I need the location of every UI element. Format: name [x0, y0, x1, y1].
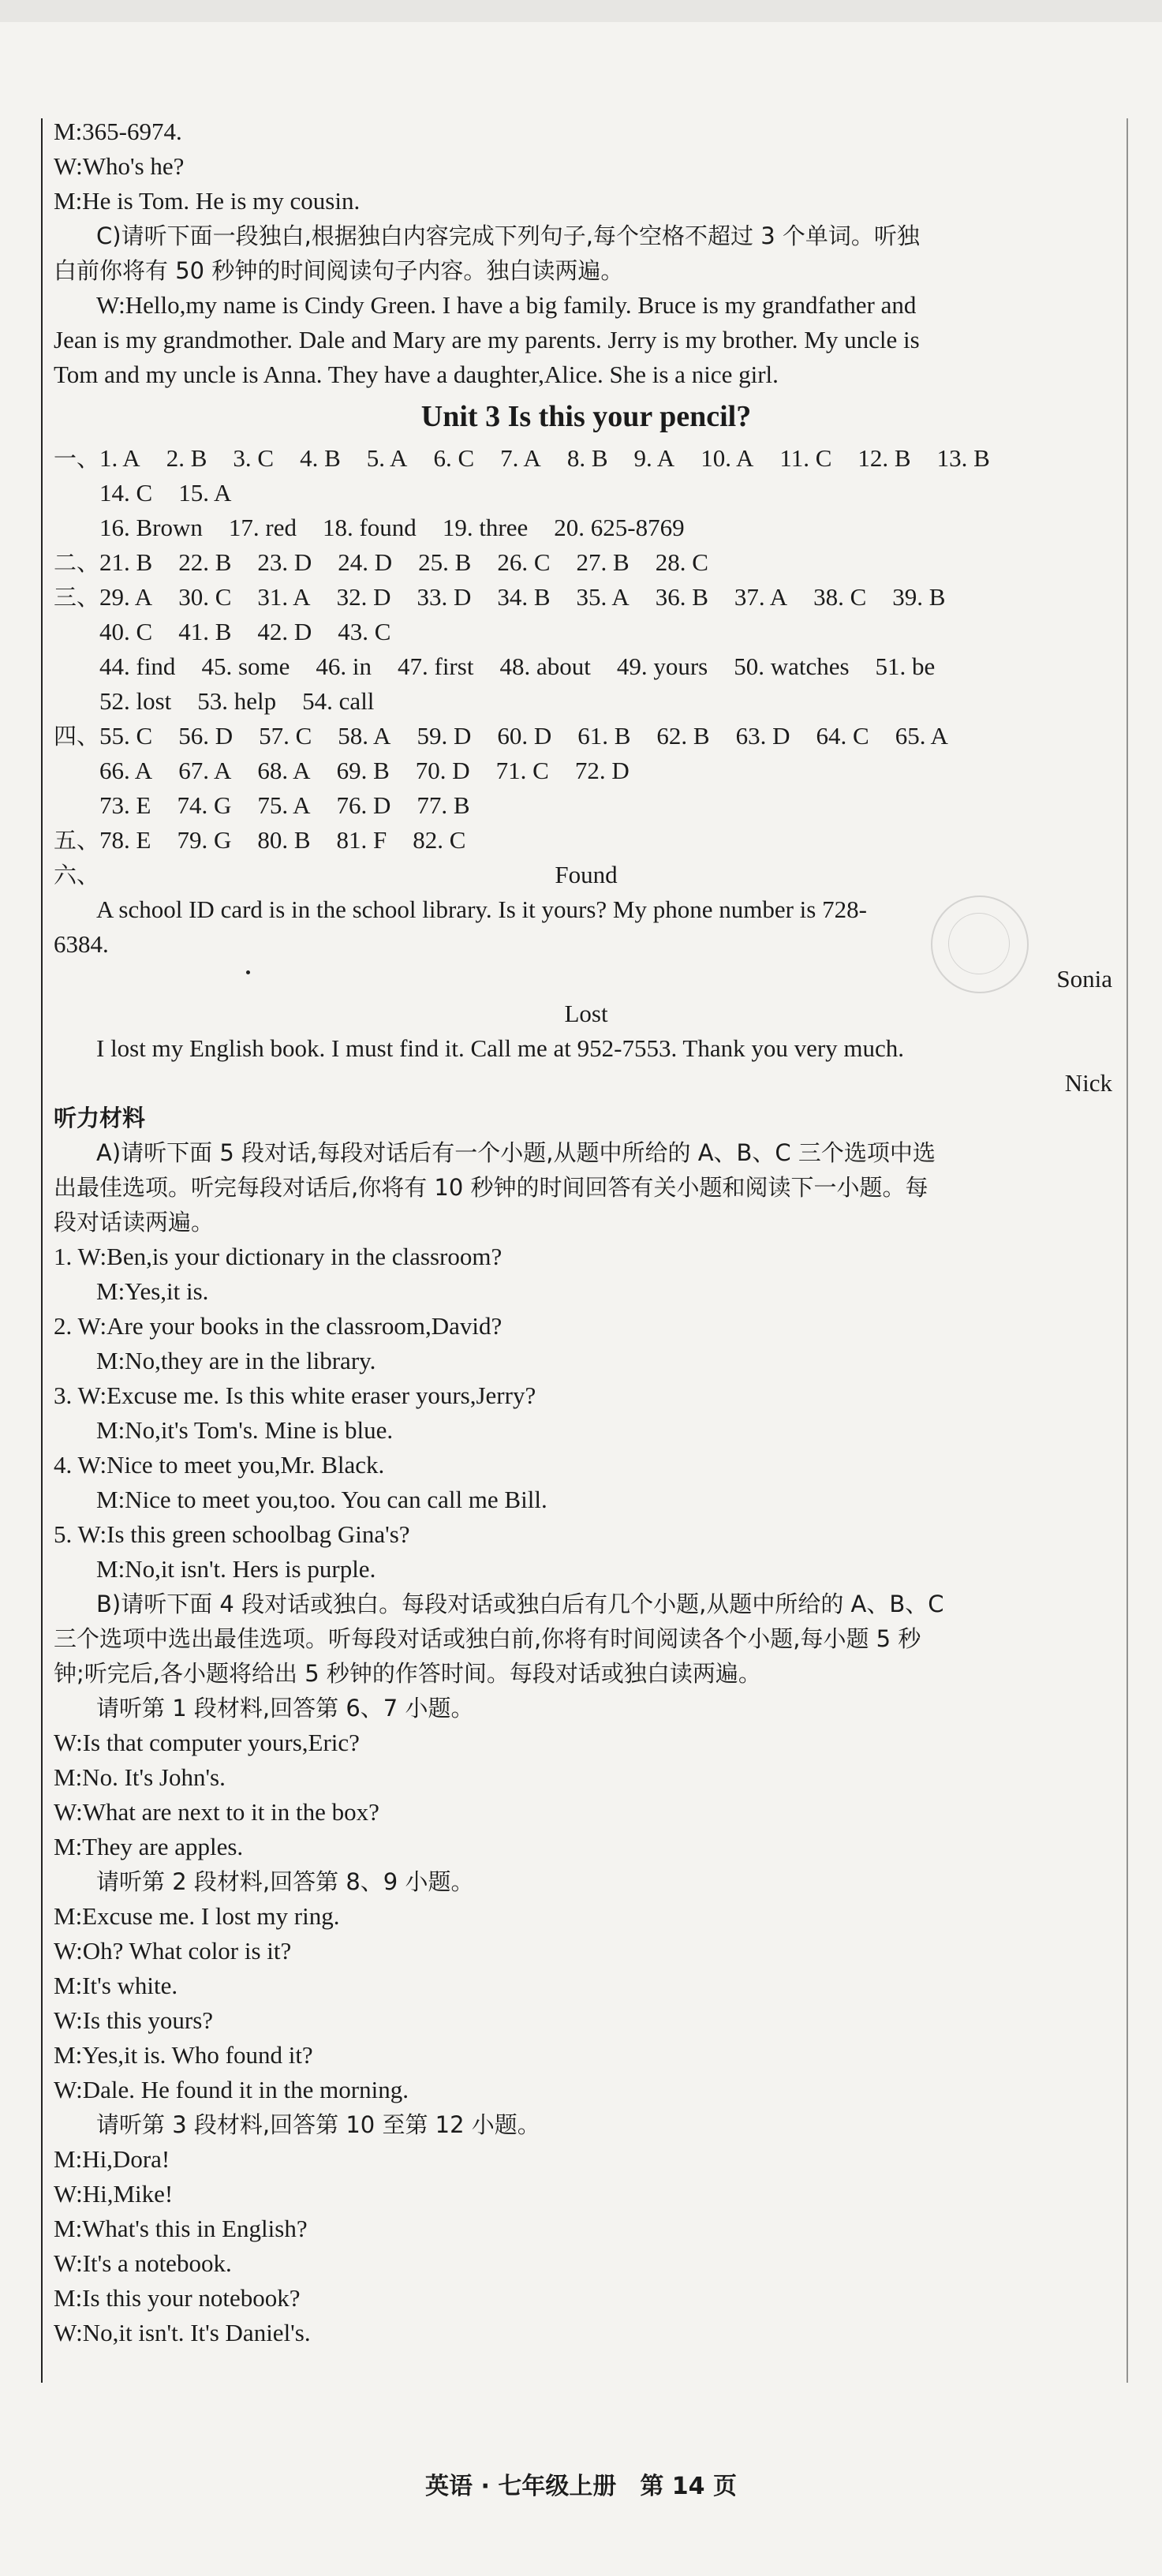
- listening-line: A)请听下面 5 段对话,每段对话后有一个小题,从题中所给的 A、B、C 三个选项中选: [96, 1139, 936, 1166]
- answer-item: 73. E: [99, 791, 151, 819]
- answer-row: [54, 788, 1119, 823]
- answer-item: 14. C: [99, 479, 153, 507]
- answer-item: 37. A: [734, 583, 788, 611]
- answer-item: 65. A: [895, 722, 948, 750]
- answer-item: 72. D: [574, 757, 630, 784]
- listening-line: W:Hi,Mike!: [54, 2180, 174, 2208]
- answer-item: 33. D: [417, 583, 472, 611]
- listening-line: 请听第 1 段材料,回答第 6、7 小题。: [96, 1695, 474, 1722]
- listening-line: W:It's a notebook.: [54, 2249, 232, 2277]
- answer-item: 70. D: [415, 757, 470, 784]
- answer-item: 61. B: [577, 722, 631, 750]
- page-footer: 英语 · 七年级上册 第 14 页: [425, 2473, 737, 2500]
- answer-item: 44. find: [99, 652, 176, 680]
- listening-line: 4. W:Nice to meet you,Mr. Black.: [54, 1451, 385, 1479]
- answer-item: 64. C: [816, 722, 869, 750]
- answer-item: 75. A: [257, 791, 311, 819]
- answer-item: 39. B: [892, 583, 946, 611]
- listening-line: M:No,it's Tom's. Mine is blue.: [96, 1416, 394, 1444]
- answer-item: 55. C: [99, 722, 153, 750]
- lost-title: Lost: [564, 1000, 608, 1027]
- text-line: M:365-6974.: [54, 118, 182, 145]
- answer-item: 81. F: [336, 826, 387, 854]
- answer-row: [54, 545, 1119, 580]
- answer-item: 35. A: [576, 583, 630, 611]
- answer-row: [54, 476, 1119, 510]
- listening-line: 钟;听完后,各小题将给出 5 秒钟的作答时间。每段对话或独白读两遍。: [54, 1660, 761, 1687]
- page-top-edge: [0, 0, 1162, 22]
- text-line: Jean is my grandmother. Dale and Mary are my parents. Jerry is my brother. My uncle is: [54, 326, 920, 353]
- top-dialogue-block: [54, 114, 1119, 392]
- answer-item: 20. 625-8769: [554, 514, 685, 541]
- listening-line: M:What's this in English?: [54, 2215, 308, 2242]
- answer-item: 22. B: [178, 548, 232, 576]
- answer-item: 28. C: [655, 548, 708, 576]
- section-label: [54, 476, 99, 510]
- section-label: [54, 510, 99, 545]
- answer-item: 4. B: [300, 444, 341, 472]
- answer-item: 68. A: [257, 757, 311, 784]
- answer-item: 53. help: [197, 687, 277, 715]
- found-signature: Sonia: [1056, 965, 1112, 993]
- answer-item: 1. A: [99, 444, 140, 472]
- answer-item: 46. in: [316, 652, 372, 680]
- answer-row: [54, 719, 1119, 753]
- answer-item: 54. call: [302, 687, 375, 715]
- lost-notice-line: I lost my English book. I must find it. Call me at 952-7553. Thank you very much.: [96, 1034, 905, 1062]
- answer-item: 24. D: [338, 548, 393, 576]
- answer-item: 48. about: [499, 652, 591, 680]
- text-line: 白前你将有 50 秒钟的时间阅读句子内容。独白读两遍。: [54, 257, 624, 284]
- answer-item: 12. B: [857, 444, 911, 472]
- listening-line: M:No,they are in the library.: [96, 1347, 376, 1374]
- listening-line: 三个选项中选出最佳选项。听每段对话或独白前,你将有时间阅读各个小题,每小题 5 秒: [54, 1625, 921, 1652]
- answer-item: 45. some: [201, 652, 290, 680]
- answer-item: 32. D: [336, 583, 391, 611]
- answer-row: [54, 684, 1119, 719]
- answer-item: 62. B: [656, 722, 710, 750]
- section-label: [54, 788, 99, 823]
- answer-item: 23. D: [257, 548, 312, 576]
- found-title: Found: [555, 861, 618, 888]
- listening-line: W:What are next to it in the box?: [54, 1798, 379, 1826]
- listening-line: 2. W:Are your books in the classroom,David?: [54, 1312, 503, 1340]
- answer-row: [54, 615, 1119, 649]
- answer-item: 26. C: [497, 548, 551, 576]
- found-notice-line: 6384.: [54, 930, 109, 958]
- listening-line: 出最佳选项。听完每段对话后,你将有 10 秒钟的时间回答有关小题和阅读下一小题。每: [54, 1174, 928, 1201]
- listening-line: W:Oh? What color is it?: [54, 1937, 292, 1965]
- answer-row: [54, 441, 1119, 476]
- answer-item: 7. A: [500, 444, 541, 472]
- listening-line: 请听第 3 段材料,回答第 10 至第 12 小题。: [96, 2111, 540, 2138]
- answer-page-content: [54, 114, 1119, 2350]
- answer-item: 5. A: [366, 444, 408, 472]
- answer-item: 58. A: [338, 722, 391, 750]
- answer-item: 3. C: [233, 444, 275, 472]
- answer-item: 38. C: [813, 583, 867, 611]
- listening-line: 5. W:Is this green schoolbag Gina's?: [54, 1520, 410, 1548]
- listening-line: M:No,it isn't. Hers is purple.: [96, 1555, 376, 1583]
- answer-item: 34. B: [497, 583, 551, 611]
- writing-section: [54, 858, 1119, 1101]
- listening-line: M:It's white.: [54, 1972, 178, 1999]
- section-label: 一、: [54, 445, 100, 472]
- answer-item: 18. found: [322, 514, 417, 541]
- answer-item: 10. A: [701, 444, 754, 472]
- text-line: W:Who's he?: [54, 152, 185, 180]
- listening-line: 段对话读两遍。: [54, 1209, 215, 1236]
- answer-item: 66. A: [99, 757, 153, 784]
- listening-line: M:Nice to meet you,too. You can call me Bill.: [96, 1486, 547, 1513]
- answer-item: 51. be: [875, 652, 936, 680]
- answer-item: 43. C: [338, 618, 391, 645]
- answer-item: 41. B: [178, 618, 232, 645]
- answer-item: 31. A: [257, 583, 311, 611]
- answer-item: 63. D: [735, 722, 790, 750]
- answer-item: 77. B: [417, 791, 470, 819]
- found-notice-line: A school ID card is in the school library. Is it yours? My phone number is 728-: [96, 895, 867, 923]
- listening-heading: 听力材料: [54, 1105, 146, 1131]
- listening-line: 1. W:Ben,is your dictionary in the classroom?: [54, 1243, 503, 1270]
- listening-line: B)请听下面 4 段对话或独白。每段对话或独白后有几个小题,从题中所给的 A、B、C: [96, 1591, 944, 1617]
- section-label: [54, 649, 99, 684]
- answer-item: 15. A: [178, 479, 232, 507]
- answer-item: 56. D: [178, 722, 234, 750]
- answer-item: 52. lost: [99, 687, 172, 715]
- listening-line: M:Excuse me. I lost my ring.: [54, 1902, 340, 1930]
- answer-row: [54, 510, 1119, 545]
- listening-line: 请听第 2 段材料,回答第 8、9 小题。: [96, 1868, 474, 1895]
- section-label: [54, 615, 99, 649]
- answer-item: 76. D: [336, 791, 391, 819]
- answer-item: 42. D: [257, 618, 312, 645]
- answer-item: 78. E: [99, 826, 151, 854]
- answer-item: 13. B: [936, 444, 990, 472]
- answer-key: [54, 441, 1119, 858]
- answer-item: 69. B: [336, 757, 390, 784]
- text-line: Tom and my uncle is Anna. They have a daughter,Alice. She is a nice girl.: [54, 361, 779, 388]
- answer-item: 60. D: [497, 722, 552, 750]
- listening-line: W:Is this yours?: [54, 2006, 214, 2034]
- text-line: C)请听下面一段独白,根据独白内容完成下列句子,每个空格不超过 3 个单词。听独: [96, 222, 920, 249]
- answer-item: 8. B: [566, 444, 608, 472]
- answer-item: 40. C: [99, 618, 153, 645]
- answer-row: [54, 580, 1119, 615]
- answer-item: 59. D: [417, 722, 472, 750]
- answer-item: 47. first: [398, 652, 474, 680]
- answer-item: 16. Brown: [99, 514, 203, 541]
- answer-item: 27. B: [576, 548, 630, 576]
- answer-item: 11. C: [779, 444, 832, 472]
- answer-item: 25. B: [418, 548, 472, 576]
- answer-item: 79. G: [177, 826, 232, 854]
- answer-row: [54, 753, 1119, 788]
- answer-item: 74. G: [177, 791, 232, 819]
- listening-line: M:Is this your notebook?: [54, 2284, 301, 2312]
- text-line: M:He is Tom. He is my cousin.: [54, 187, 361, 215]
- lost-signature: Nick: [1064, 1069, 1112, 1097]
- answer-item: 2. B: [166, 444, 207, 472]
- answer-item: 17. red: [228, 514, 297, 541]
- answer-item: 6. C: [433, 444, 475, 472]
- answer-item: 9. A: [633, 444, 675, 472]
- answer-row: [54, 649, 1119, 684]
- section-label: 四、: [54, 723, 100, 750]
- section-label: 五、: [54, 827, 100, 854]
- listening-line: M:No. It's John's.: [54, 1763, 226, 1791]
- listening-line: M:They are apples.: [54, 1833, 244, 1860]
- answer-item: 80. B: [257, 826, 311, 854]
- unit-title: Unit 3 Is this your pencil?: [420, 400, 752, 433]
- answer-item: 57. C: [259, 722, 312, 750]
- answer-item: 36. B: [655, 583, 708, 611]
- section-label: [54, 753, 99, 788]
- answer-item: 67. A: [178, 757, 232, 784]
- answer-item: 29. A: [99, 583, 153, 611]
- listening-material: [54, 1135, 1119, 2350]
- answer-item: 30. C: [178, 583, 232, 611]
- listening-line: M:Yes,it is. Who found it?: [54, 2041, 313, 2069]
- listening-line: M:Hi,Dora!: [54, 2145, 170, 2173]
- left-margin-rule: [41, 118, 43, 2383]
- answer-item: 71. C: [495, 757, 549, 784]
- listening-line: W:Dale. He found it in the morning.: [54, 2076, 409, 2103]
- right-margin-rule: [1127, 118, 1128, 2383]
- answer-item: 49. yours: [616, 652, 708, 680]
- section-label: [54, 684, 99, 719]
- answer-item: 50. watches: [734, 652, 850, 680]
- answer-item: 21. B: [99, 548, 153, 576]
- listening-line: 3. W:Excuse me. Is this white eraser yours,Jerry?: [54, 1381, 536, 1409]
- listening-line: W:No,it isn't. It's Daniel's.: [54, 2319, 311, 2346]
- answer-item: 82. C: [413, 826, 466, 854]
- writing-label: 六、: [54, 862, 100, 888]
- answer-row: [54, 823, 1119, 858]
- answer-item: 19. three: [442, 514, 529, 541]
- text-line: W:Hello,my name is Cindy Green. I have a big family. Bruce is my grandfather and: [96, 291, 917, 319]
- listening-line: W:Is that computer yours,Eric?: [54, 1729, 360, 1756]
- section-label: 三、: [54, 584, 100, 611]
- listening-line: M:Yes,it is.: [96, 1277, 209, 1305]
- section-label: 二、: [54, 549, 100, 576]
